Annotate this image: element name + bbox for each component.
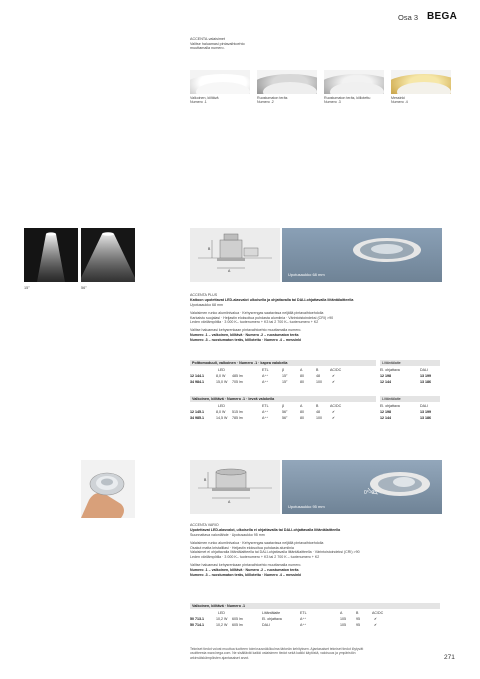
finish-line: Numero .1 – valkoinen, kiiltävä · Numero .2 – ruostumaton teräs — [190, 333, 299, 338]
table-cell: 100 — [316, 380, 322, 384]
table-cell: El. ohjattava — [262, 617, 282, 621]
table-cell: A⁺⁺ — [300, 623, 307, 627]
finish-label: Ruostumaton teräs, kiillotettu Numero .3 — [324, 96, 371, 105]
table-cell: 13 186 — [420, 416, 431, 420]
table-cell: 785 lm — [232, 416, 243, 420]
table-cell: 12 144 — [380, 380, 391, 384]
finish-line: Valitse haluamasi kehysrenkaan pintavaihtoehto muuttamalla numero. — [190, 328, 302, 333]
table-cell: LED — [218, 404, 225, 408]
technical-drawing — [190, 228, 280, 282]
table-cell: ETL — [300, 611, 307, 615]
table-cell: 8,0 W — [216, 374, 226, 378]
ballast-title: Liitäntälaite — [382, 361, 401, 365]
table-cell: 95 — [356, 617, 360, 621]
cutout-caption: Upotusaukko 95 mm — [288, 504, 325, 509]
material-line: Valaisimen runko alumiinivalua · Kehysrengas saatavissa neljällä pintavaihtoehdolla — [190, 310, 324, 315]
table-cell: ✔ — [332, 374, 336, 378]
table-title: Polttomoduuli, valkoinen · Numero .1 · kapea valokeila — [192, 361, 288, 365]
svg-text:A: A — [228, 269, 231, 273]
svg-text:B: B — [204, 478, 207, 482]
table-title: Valkoinen, kiiltävä · Numero .1 — [192, 604, 246, 608]
table-cell: LED — [218, 611, 225, 615]
beam-wide-image — [81, 228, 135, 282]
table-cell: AC/DC — [330, 368, 342, 372]
table-cell: 705 lm — [232, 380, 243, 384]
table-cell: 12 144 — [380, 416, 391, 420]
product-subtitle: Upotettavat LED-alasvalot, ulkoisella ei ohjattavalla tai DALI-ohjattavalla liitäntälaitteella — [190, 527, 341, 532]
brand-logo: BEGA — [427, 11, 458, 22]
article-number: 50 713.1 — [190, 617, 204, 621]
table-cell: B — [356, 611, 359, 615]
table-cell: A⁺⁺ — [262, 410, 269, 414]
table-cell: ETL — [262, 368, 269, 372]
article-number: 12 145.1 — [190, 410, 204, 414]
technical-drawing-vario — [190, 460, 280, 514]
hand-product-photo — [81, 460, 135, 518]
table-cell: DALI — [420, 404, 428, 408]
table-cell: 105 — [340, 617, 346, 621]
intro-line: Valitse haluamasi pintavaihtoehto — [190, 41, 245, 46]
finish-label: Valkoinen, kiiltävä Numero .1 — [190, 96, 219, 105]
table-cell: 515 lm — [232, 410, 243, 414]
material-line: Leden värilämpötila · 3 000 K– tuotenumero + K3 tai 2 700 K– tuotenumero + K2 — [190, 320, 319, 325]
table-cell: El. ohjattava — [380, 404, 400, 408]
table-cell: 56° — [282, 416, 288, 420]
table-cell: AC/DC — [372, 611, 384, 615]
spec-table-vario — [190, 603, 440, 635]
material-line: Osakut matta kristallilasi · Heijastin eloksoitua puhdasta alumiinia — [190, 545, 294, 550]
table-cell: ✔ — [332, 410, 336, 414]
table-cell: A — [300, 404, 303, 408]
finish-swatch-polished-steel — [324, 70, 384, 94]
material-line: Valaisimet ei ohjattavalla liitäntälaitteella tai DALI-ohjattavalla liitäntälaitteella · Värintoistoindeksi (CRI) >90 — [190, 550, 360, 555]
table-cell: 95 — [356, 623, 360, 627]
finish-label: Ruostumaton teräs Numero .2 — [257, 96, 288, 105]
table-cell: AC/DC — [330, 404, 342, 408]
product-photo — [282, 228, 442, 282]
table-cell: A⁺⁺ — [262, 416, 269, 420]
table-cell: A⁺⁺ — [262, 380, 269, 384]
ballast-title: Liitäntälaite — [382, 397, 401, 401]
table-cell: 13 186 — [420, 380, 431, 384]
table-cell: A — [340, 611, 343, 615]
material-line: Karkaistu suojalasi · Heijastin eloksoitua puhdasta alumiinia · Värintoistoindeksi (CRI) >90 — [190, 315, 334, 320]
intro-text — [190, 37, 310, 51]
page-number: 271 — [444, 654, 455, 661]
article-number: 34 984.1 — [190, 380, 204, 384]
table-cell: ✔ — [332, 380, 336, 384]
table-cell: 15° — [282, 374, 288, 378]
table-cell: A⁺⁺ — [300, 617, 307, 621]
table-cell: Liitäntälaite — [262, 611, 281, 615]
beam-narrow-image — [24, 228, 78, 282]
product-line: Suunnattava valonlähde · Upotusaukko 95 mm — [190, 532, 265, 537]
table-cell: 13 199 — [420, 410, 431, 414]
table-cell: ✔ — [374, 617, 378, 621]
table-cell: 105 — [340, 623, 346, 627]
finish-swatch-brass — [391, 70, 451, 94]
table-cell: 56° — [282, 410, 288, 414]
intro-line: muuttamalla numero. — [190, 46, 225, 51]
finish-line: Numero .3 – ruostumaton teräs, kiillotettu · Numero .4 – messinki — [190, 338, 302, 342]
table-cell: ✔ — [332, 416, 336, 420]
table-cell: 100 — [316, 416, 322, 420]
table-cell: 15,0 W — [216, 380, 228, 384]
beam-narrow-label: 15° — [24, 286, 30, 290]
table-cell: 12 198 — [380, 410, 391, 414]
spec-table-wide — [190, 396, 440, 432]
finish-line: Numero .3 – ruostumaton teräs, kiillotettu · Numero .4 – messinki — [190, 572, 302, 577]
table-cell: 14,5 W — [216, 416, 228, 420]
table-cell: 605 lm — [232, 617, 243, 621]
tilt-angle-label: 0°–35° — [364, 490, 380, 496]
finish-line: Numero .1 – valkoinen, kiiltävä · Numero .2 – ruostumaton teräs — [190, 568, 299, 572]
table-cell: DALI — [262, 623, 270, 627]
table-cell: 15° — [282, 380, 288, 384]
table-cell: 48 — [316, 410, 320, 414]
table-cell: ✔ — [374, 623, 378, 627]
table-cell: 13 199 — [420, 374, 431, 378]
product-name: ACCENTA VARIO — [190, 523, 219, 527]
table-title: Valkoinen, kiiltävä · Numero .1 · leveä valokeila — [192, 397, 275, 401]
table-cell: 12 198 — [380, 374, 391, 378]
product-description-vario — [190, 523, 410, 578]
table-cell: A⁺⁺ — [262, 374, 269, 378]
table-cell: ETL — [262, 404, 269, 408]
table-cell: El. ohjattava — [380, 368, 400, 372]
table-cell: 10,2 W — [216, 623, 228, 627]
table-cell: 80 — [300, 374, 304, 378]
svg-text:A: A — [228, 500, 231, 504]
table-cell: 80 — [300, 416, 304, 420]
table-cell: B — [316, 368, 319, 372]
table-cell: 485 lm — [232, 374, 243, 378]
article-number: 12 144.1 — [190, 374, 204, 378]
finish-swatch-white — [190, 70, 250, 94]
article-number: 50 714.1 — [190, 623, 204, 627]
table-cell: β — [282, 368, 285, 372]
svg-text:B: B — [208, 247, 211, 251]
table-cell: 10,2 W — [216, 617, 228, 621]
product-name: ACCENTA PLUS — [190, 293, 218, 297]
material-line: Valaisimen runko alumiinivalua · Kehysrengas saatavissa neljällä pintavaihtoehdolla — [190, 540, 324, 545]
section-label: Osa 3 — [398, 13, 419, 22]
finish-line: Valitse haluamasi kehysrenkaan pintavaihtoehto muuttamalla numero. — [190, 563, 302, 568]
table-cell: B — [316, 404, 319, 408]
spec-table-narrow — [190, 360, 440, 396]
table-cell: 80 — [300, 410, 304, 414]
article-number: 34 985.1 — [190, 416, 204, 420]
table-cell: 48 — [316, 374, 320, 378]
footer-note: Tekniset tiedot voivat muuttua tuotteen toimivuusnäkökulma tärkeän kehityksen. Ajantasaiset tekniset tiedot löytyvät osoitteesta www.bega.com. Ne sisältävät kaikki valaisimen tiedot sekä kaikki käytöstä, valoisuus ja ympäristön arkinväiskämpöisten ajantasaiset arvot. — [190, 647, 364, 660]
intro-line: ACCENTA-valaisimet — [190, 37, 225, 41]
finish-label: Messinki Numero .4 — [391, 96, 408, 105]
table-cell: 80 — [300, 380, 304, 384]
cutout-caption: Upotusaukko 68 mm — [288, 272, 325, 277]
product-line: Upotusaukko 68 mm — [190, 302, 223, 307]
table-cell: 605 lm — [232, 623, 243, 627]
table-cell: DALI — [420, 368, 428, 372]
finish-swatch-steel — [257, 70, 317, 94]
product-photo-vario — [282, 460, 442, 514]
table-cell: 8,0 W — [216, 410, 226, 414]
table-cell: A — [300, 368, 303, 372]
table-cell: β — [282, 404, 285, 408]
beam-wide-label: 56° — [81, 286, 87, 290]
product-description — [190, 293, 410, 343]
product-subtitle: Kattoon upotettavat LED-alasvalot ulkoisella ja ohjattavalla tai DALI-ohjattavalla liitäntälaitteella — [190, 297, 354, 302]
material-line: Leden värilämpötila · 3 000 K– tuotenumero + K3 tai 2 700 K – tuotenumero + K2 — [190, 555, 320, 560]
table-cell: LED — [218, 368, 225, 372]
